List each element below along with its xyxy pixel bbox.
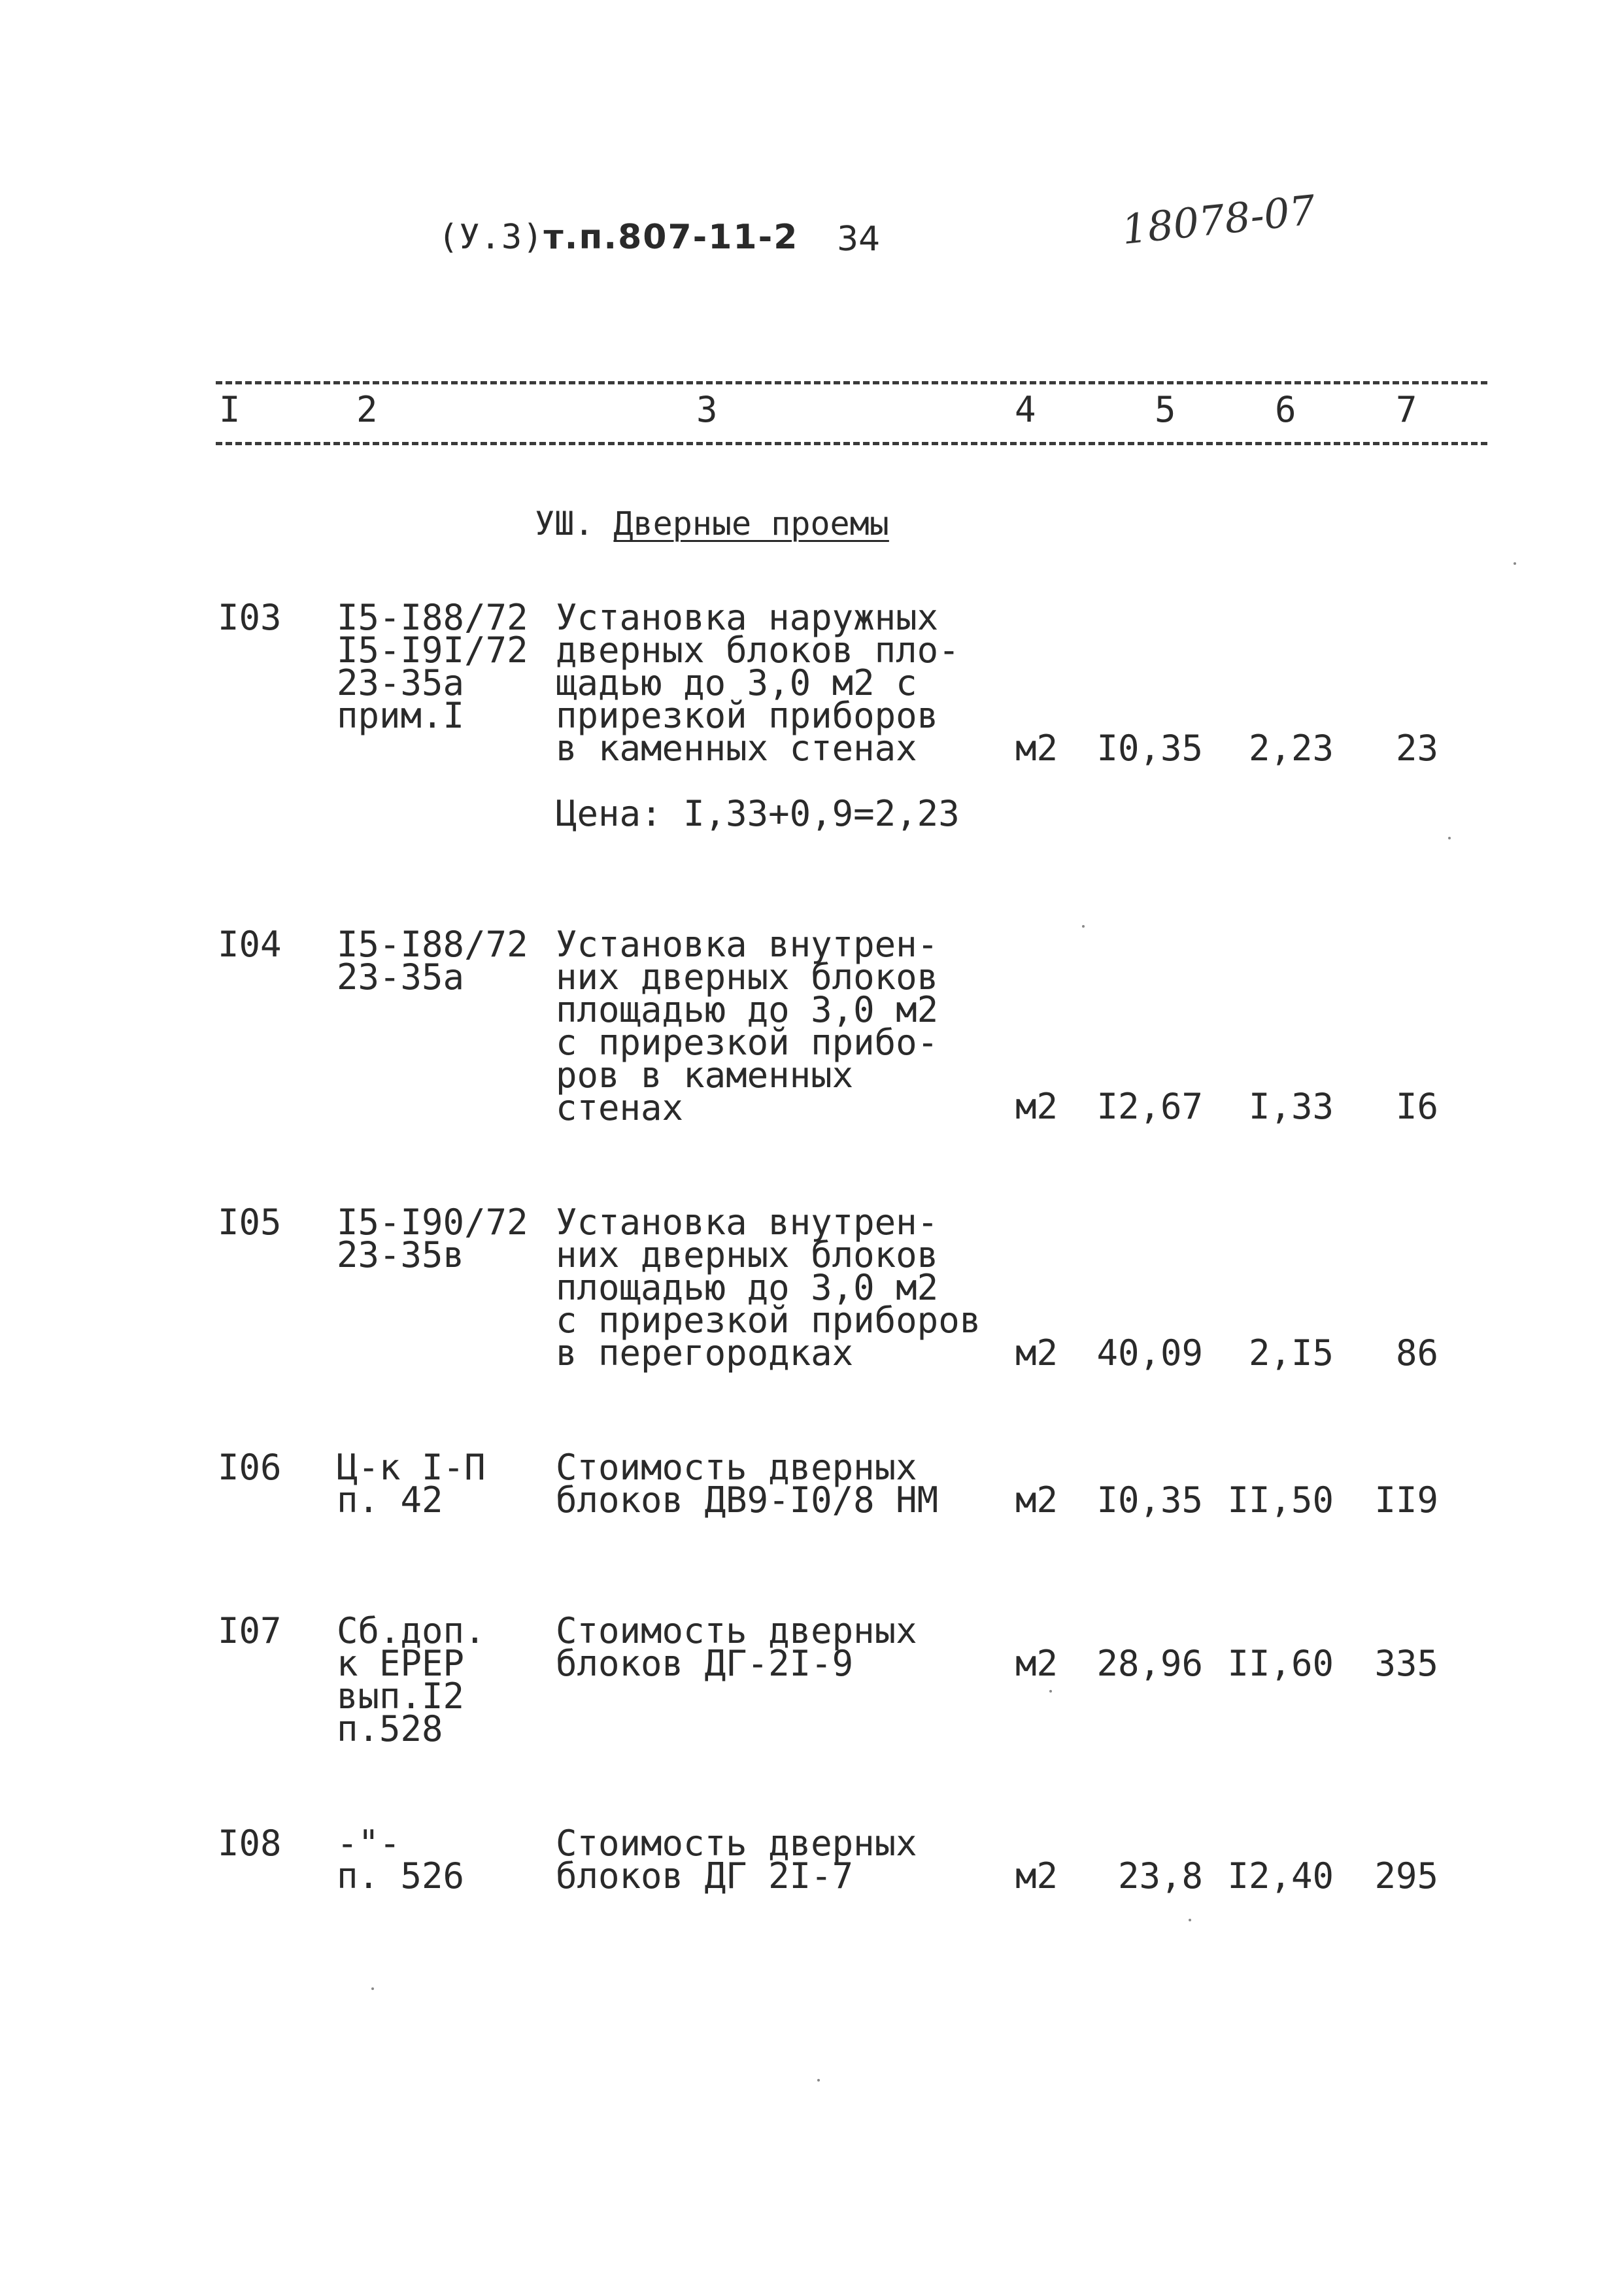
row-unit: м2	[1015, 1855, 1058, 1897]
row-number: I03	[218, 597, 282, 638]
row-unit-price: I,33	[1248, 1086, 1334, 1127]
section-title-text: Дверные проемы	[613, 505, 889, 543]
row-quantity: 23,8	[1117, 1855, 1203, 1897]
row-total: 23	[1395, 728, 1438, 769]
row-unit-price: II,60	[1227, 1643, 1334, 1684]
row-unit-price: I2,40	[1227, 1855, 1334, 1897]
row-reference: I5-I90/72 23-35в	[337, 1202, 528, 1275]
row-total: 295	[1374, 1855, 1438, 1897]
column-header-6: 6	[1275, 389, 1296, 430]
row-unit: м2	[1015, 1086, 1058, 1127]
row-description: Стоимость дверных блоков ДГ 2I-7	[556, 1823, 917, 1897]
column-header-4: 4	[1015, 389, 1036, 430]
row-total: I6	[1395, 1086, 1438, 1127]
handwritten-number: 18078-07	[1119, 186, 1318, 254]
row-quantity: I0,35	[1096, 728, 1203, 769]
document-code-handwritten: т.п.807-11-2	[543, 218, 799, 257]
row-unit: м2	[1015, 1479, 1058, 1521]
column-header-7: 7	[1396, 389, 1417, 430]
row-number: I05	[218, 1202, 282, 1243]
row-description: Установка внутрен- них дверных блоков площадью до 3,0 м2 с прирезкой приборов в перегородках	[556, 1202, 981, 1374]
row-number: I07	[218, 1610, 282, 1651]
row-unit: м2	[1015, 1332, 1058, 1374]
row-total: 86	[1395, 1332, 1438, 1374]
row-unit: м2	[1015, 1643, 1058, 1684]
row-total: 335	[1374, 1643, 1438, 1684]
scan-speck	[1049, 1690, 1052, 1693]
row-reference: Сб.доп. к ЕРЕР вып.I2 п.528	[337, 1610, 486, 1749]
row-quantity: I0,35	[1096, 1479, 1203, 1521]
row-reference: Ц-к I-П п. 42	[337, 1447, 486, 1521]
row-description: Установка наружных дверных блоков пло- щадью до 3,0 м2 с прирезкой приборов в каменных стенах	[556, 597, 960, 769]
row-unit-price: 2,I5	[1248, 1332, 1334, 1374]
row-description: Установка внутрен- них дверных блоков площадью до 3,0 м2 с прирезкой прибо- ров в каменных стенах	[556, 924, 939, 1128]
row-reference: I5-I88/72 23-35а	[337, 924, 528, 998]
scan-speck	[371, 1987, 374, 1990]
page-number: 34	[837, 220, 881, 259]
row-number: I08	[218, 1823, 282, 1864]
row-reference: -"- п. 526	[337, 1823, 465, 1897]
section-title	[535, 505, 889, 543]
row-number: I04	[218, 924, 282, 965]
row-number: I06	[218, 1447, 282, 1488]
document-code	[438, 218, 798, 257]
row-description: Стоимость дверных блоков ДВ9-I0/8 НМ	[556, 1447, 939, 1521]
column-header-5: 5	[1155, 389, 1176, 430]
scan-speck	[1082, 925, 1085, 928]
column-header-2: 2	[356, 389, 378, 430]
row-description: Стоимость дверных блоков ДГ-2I-9	[556, 1610, 917, 1684]
row-quantity: I2,67	[1096, 1086, 1203, 1127]
header-rule-top	[216, 381, 1487, 384]
row-quantity: 28,96	[1096, 1643, 1203, 1684]
document-code-typed: (У.3)	[438, 218, 544, 257]
section-title-number: УШ.	[535, 505, 594, 543]
row-reference: I5-I88/72 I5-I9I/72 23-35а прим.I	[337, 597, 528, 736]
row-unit-price: 2,23	[1248, 728, 1334, 769]
scan-speck	[1448, 837, 1451, 839]
row-unit: м2	[1015, 728, 1058, 769]
row-quantity: 40,09	[1096, 1332, 1203, 1374]
header-rule-bottom	[216, 442, 1487, 445]
column-header-1: I	[219, 389, 241, 430]
scan-speck	[817, 2079, 820, 2082]
scan-speck	[1514, 562, 1516, 565]
row-note: Цена: I,33+0,9=2,23	[556, 793, 960, 834]
column-header-3: 3	[696, 389, 718, 430]
scan-speck	[1189, 1919, 1191, 1921]
row-total: II9	[1374, 1479, 1438, 1521]
row-unit-price: II,50	[1227, 1479, 1334, 1521]
